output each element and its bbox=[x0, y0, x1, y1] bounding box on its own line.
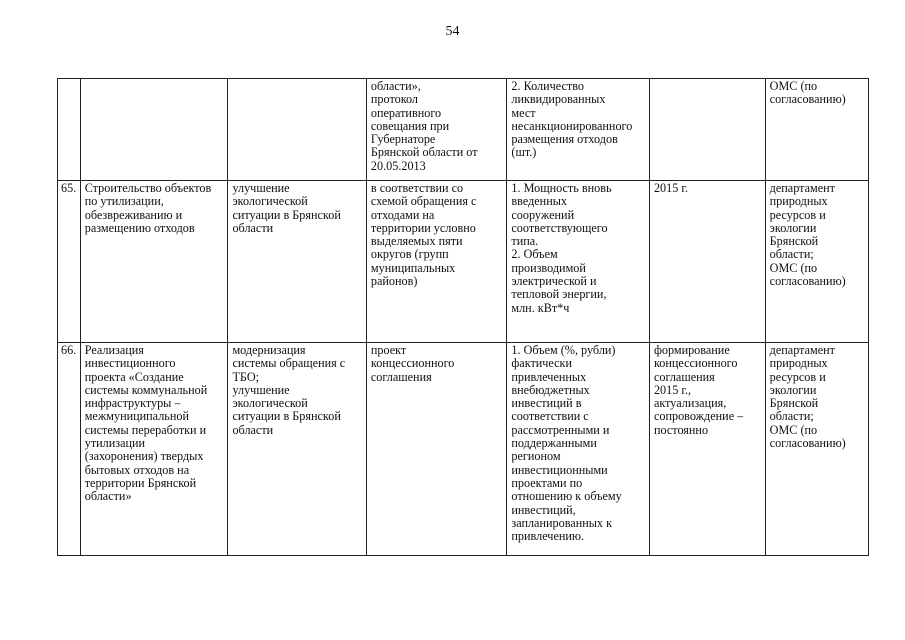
indicator-line: несанкционированного bbox=[511, 118, 633, 133]
measure-line: системы переработки и bbox=[84, 422, 207, 437]
responsible-line: ОМС (по bbox=[769, 260, 818, 275]
indicator-line: инвестиций, bbox=[511, 502, 576, 517]
indicator-line: введенных bbox=[511, 194, 568, 209]
indicator-line: запланированных к bbox=[511, 515, 612, 530]
goal-line: системы обращения с bbox=[232, 356, 346, 371]
responsible-line: природных bbox=[769, 356, 828, 371]
row-number-cell bbox=[58, 79, 81, 181]
responsible-line: ресурсов и bbox=[769, 369, 826, 384]
table-row bbox=[58, 181, 869, 343]
basis-line: проект bbox=[370, 343, 407, 357]
indicator-line: отношению к объему bbox=[511, 489, 622, 504]
measure-cell bbox=[80, 79, 228, 181]
measure-line: инфраструктуры – bbox=[84, 396, 181, 411]
responsible-line: ОМС (по bbox=[769, 422, 818, 437]
indicator-line: привлечению. bbox=[511, 529, 585, 544]
basis-line: выделяемых пяти bbox=[370, 234, 463, 249]
measure-line: Строительство объектов bbox=[84, 181, 212, 195]
measure-line: территории Брянской bbox=[84, 475, 197, 490]
indicator-line: электрической и bbox=[511, 274, 597, 289]
term-line: соглашения bbox=[653, 369, 715, 384]
responsible-line: Брянской bbox=[769, 396, 819, 411]
indicator-line: внебюджетных bbox=[511, 382, 590, 397]
responsible-cell bbox=[765, 181, 868, 343]
indicator-line: 2. Количество bbox=[511, 79, 584, 93]
measure-line: утилизации bbox=[84, 436, 146, 451]
basis-line: муниципальных bbox=[370, 260, 456, 275]
indicator-line: 1. Мощность вновь bbox=[511, 181, 612, 195]
responsible-line: согласованию) bbox=[769, 92, 846, 107]
basis-line: оперативного bbox=[370, 105, 442, 120]
indicator-line: (шт.) bbox=[511, 145, 537, 160]
basis-line: совещания при bbox=[370, 118, 450, 133]
term-line: постоянно bbox=[653, 422, 709, 437]
measure-line: проекта «Создание bbox=[84, 369, 184, 384]
goal-cell bbox=[228, 181, 366, 343]
indicator-cell bbox=[507, 181, 650, 343]
indicator-line: соответствии с bbox=[511, 409, 589, 424]
goal-line: ТБО; bbox=[232, 369, 260, 384]
basis-cell bbox=[366, 79, 507, 181]
indicator-line: проектами по bbox=[511, 475, 583, 490]
responsible-line: природных bbox=[769, 194, 828, 209]
responsible-line: департамент bbox=[769, 343, 835, 357]
basis-line: районов) bbox=[370, 274, 418, 289]
term-cell bbox=[649, 343, 765, 556]
indicator-line: 1. Объем (%, рубли) bbox=[511, 343, 616, 357]
indicator-cell bbox=[507, 79, 650, 181]
responsible-line: экологии bbox=[769, 220, 817, 235]
indicator-line: поддержанными bbox=[511, 436, 597, 451]
goal-line: модернизация bbox=[232, 343, 306, 357]
term-cell bbox=[649, 79, 765, 181]
indicator-line: ликвидированных bbox=[511, 92, 606, 107]
goal-cell bbox=[228, 79, 366, 181]
goal-line: ситуации в Брянской bbox=[232, 409, 341, 424]
indicator-line: 2. Объем bbox=[511, 247, 558, 262]
responsible-line: области; bbox=[769, 247, 814, 262]
indicator-line: мест bbox=[511, 105, 536, 120]
basis-line: соглашения bbox=[370, 369, 432, 384]
goal-line: улучшение bbox=[232, 382, 290, 397]
responsible-line: департамент bbox=[769, 181, 835, 195]
measure-line: по утилизации, bbox=[84, 194, 164, 209]
basis-line: области», bbox=[370, 79, 421, 93]
measure-line: области» bbox=[84, 489, 132, 504]
term-line: актуализация, bbox=[653, 396, 727, 411]
measure-line: системы коммунальной bbox=[84, 382, 208, 397]
measure-cell bbox=[80, 181, 228, 343]
responsible-line: экологии bbox=[769, 382, 817, 397]
term-line: 2015 г. bbox=[653, 181, 689, 195]
measure-line: размещению отходов bbox=[84, 220, 195, 235]
row-number-cell: 65. bbox=[58, 181, 81, 343]
basis-line: протокол bbox=[370, 92, 419, 107]
basis-line: Губернаторе bbox=[370, 132, 436, 147]
goal-line: ситуации в Брянской bbox=[232, 207, 341, 222]
responsible-line: области; bbox=[769, 409, 814, 424]
indicator-line: фактически bbox=[511, 356, 573, 371]
page-number: 54 bbox=[445, 24, 460, 39]
measure-line: инвестиционного bbox=[84, 356, 176, 371]
basis-line: округов (групп bbox=[370, 247, 449, 262]
measure-cell bbox=[80, 343, 228, 556]
responsible-line: ресурсов и bbox=[769, 207, 826, 222]
responsible-line: согласованию) bbox=[769, 436, 846, 451]
indicator-line: тепловой энергии, bbox=[511, 287, 607, 302]
basis-line: 20.05.2013 bbox=[370, 158, 426, 173]
basis-line: концессионного bbox=[370, 356, 455, 371]
indicator-line: инвестиционными bbox=[511, 462, 608, 477]
indicator-line: соответствующего bbox=[511, 220, 608, 235]
measure-line: Реализация bbox=[84, 343, 144, 357]
basis-line: территории условно bbox=[370, 220, 476, 235]
indicator-line: рассмотренными и bbox=[511, 422, 610, 437]
indicator-line: размещения отходов bbox=[511, 132, 618, 147]
indicator-line: млн. кВт*ч bbox=[511, 300, 570, 315]
goal-line: экологической bbox=[232, 194, 308, 209]
basis-cell bbox=[366, 181, 507, 343]
indicator-line: производимой bbox=[511, 260, 586, 275]
term-line: формирование bbox=[653, 343, 730, 357]
responsible-cell bbox=[765, 343, 868, 556]
indicator-cell bbox=[507, 343, 650, 556]
indicator-line: сооружений bbox=[511, 207, 575, 222]
goal-cell bbox=[228, 343, 366, 556]
responsible-line: ОМС (по bbox=[769, 79, 818, 93]
table-row bbox=[58, 79, 869, 181]
measures-table bbox=[57, 78, 869, 556]
measure-line: обезвреживанию и bbox=[84, 207, 183, 222]
responsible-line: согласованию) bbox=[769, 274, 846, 289]
basis-line: отходами на bbox=[370, 207, 435, 222]
measure-line: бытовых отходов на bbox=[84, 462, 190, 477]
term-line: 2015 г., bbox=[653, 382, 692, 397]
goal-line: экологической bbox=[232, 396, 308, 411]
indicator-line: регионом bbox=[511, 449, 561, 464]
indicator-line: привлеченных bbox=[511, 369, 587, 384]
table-row bbox=[58, 343, 869, 556]
term-cell bbox=[649, 181, 765, 343]
basis-cell bbox=[366, 343, 507, 556]
term-line: концессионного bbox=[653, 356, 738, 371]
row-number-cell: 66. bbox=[58, 343, 81, 556]
measure-line: (захоронения) твердых bbox=[84, 449, 204, 464]
measure-line: межмуниципальной bbox=[84, 409, 189, 424]
goal-line: области bbox=[232, 220, 274, 235]
basis-line: схемой обращения с bbox=[370, 194, 477, 209]
goal-line: области bbox=[232, 422, 274, 437]
indicator-line: типа. bbox=[511, 234, 539, 249]
basis-line: Брянской области от bbox=[370, 145, 478, 160]
basis-line: в соответствии со bbox=[370, 181, 464, 195]
indicator-line: инвестиций в bbox=[511, 396, 582, 411]
goal-line: улучшение bbox=[232, 181, 290, 195]
responsible-line: Брянской bbox=[769, 234, 819, 249]
responsible-cell bbox=[765, 79, 868, 181]
term-line: сопровождение – bbox=[653, 409, 744, 424]
